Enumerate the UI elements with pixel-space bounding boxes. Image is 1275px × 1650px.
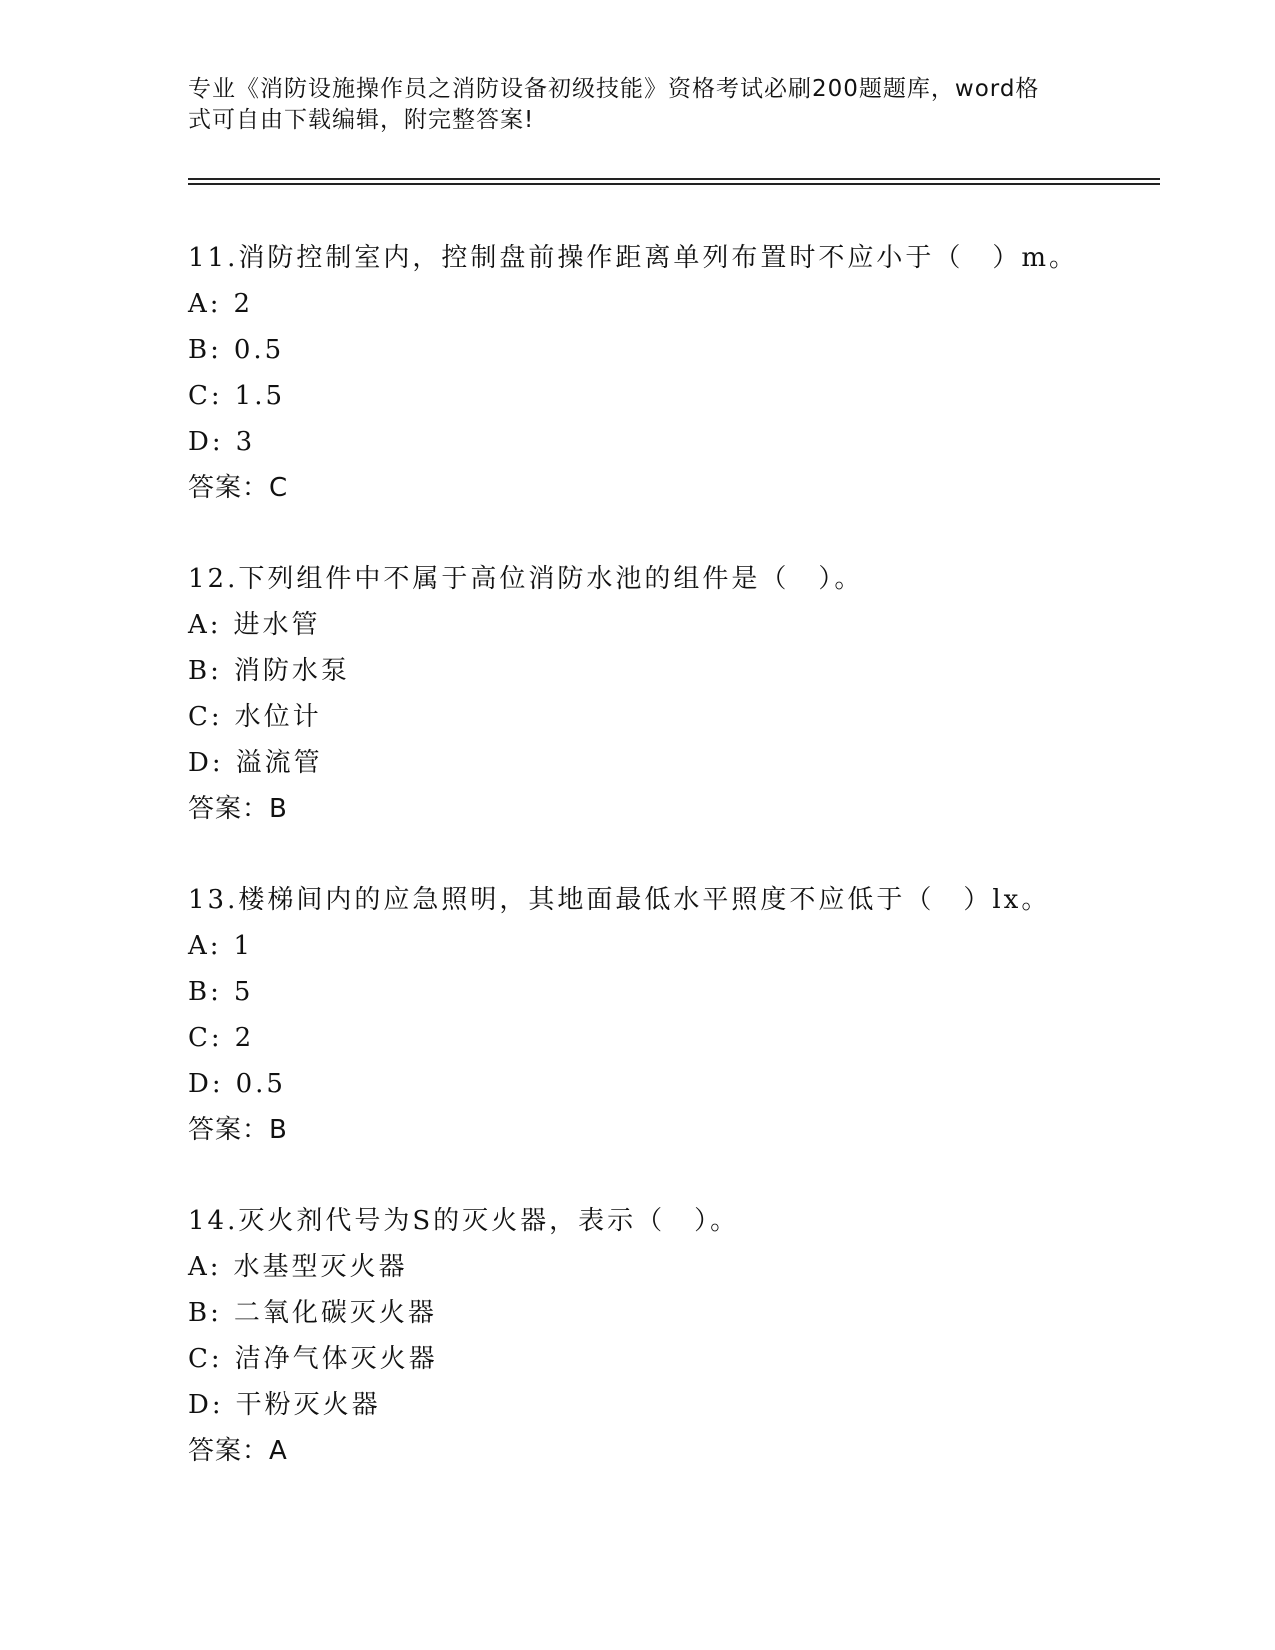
option-key: B: [188, 977, 222, 1007]
question-12 [188, 556, 1168, 832]
option-d [188, 419, 1168, 465]
option-text: 5 [233, 977, 254, 1007]
option-key: C: [188, 1344, 223, 1374]
option-b [188, 1290, 1168, 1336]
option-key: D: [188, 748, 224, 778]
option-text: 洁净气体灭火器 [234, 1344, 438, 1374]
header-line-1: 专业《消防设施操作员之消防设备初级技能》资格考试必刷200题题库，word格 [188, 76, 1040, 102]
option-text: 0.5 [235, 1069, 286, 1099]
question-stem: 14.灭火剂代号为S的灭火器，表示（ ）。 [188, 1206, 740, 1236]
option-text: 消防水泵 [233, 656, 350, 686]
option-d [188, 740, 1168, 786]
option-a [188, 281, 1168, 327]
option-text: 2 [234, 1023, 255, 1053]
option-text: 水基型灭火器 [233, 1252, 408, 1282]
question-stem: 12.下列组件中不属于高位消防水池的组件是（ ）。 [188, 564, 864, 594]
answer-line: 答案：B [188, 794, 288, 824]
question-14 [188, 1198, 1168, 1474]
option-text: 溢流管 [235, 748, 323, 778]
header-line-2: 式可自由下载编辑，附完整答案! [188, 107, 535, 133]
option-text: 0.5 [233, 335, 285, 365]
answer-line: 答案：B [188, 1115, 288, 1145]
question-11 [188, 235, 1168, 511]
option-key: A: [188, 289, 222, 319]
option-key: B: [188, 656, 222, 686]
option-d [188, 1061, 1168, 1107]
document-header [188, 74, 1088, 136]
option-key: C: [188, 381, 223, 411]
option-key: B: [188, 335, 222, 365]
question-stem: 11.消防控制室内，控制盘前操作距离单列布置时不应小于（ ）m。 [188, 243, 1079, 273]
header-divider-top [188, 178, 1160, 180]
option-text: 3 [235, 427, 256, 457]
option-key: C: [188, 1023, 223, 1053]
option-key: B: [188, 1298, 222, 1328]
option-key: A: [188, 931, 222, 961]
option-a [188, 923, 1168, 969]
option-d [188, 1382, 1168, 1428]
answer-line: 答案：C [188, 473, 289, 503]
question-13 [188, 877, 1168, 1153]
option-c [188, 373, 1168, 419]
option-text: 2 [233, 289, 254, 319]
option-b [188, 969, 1168, 1015]
option-a [188, 1244, 1168, 1290]
option-key: A: [188, 610, 222, 640]
option-text: 1.5 [234, 381, 286, 411]
option-text: 二氧化碳灭火器 [233, 1298, 437, 1328]
option-key: D: [188, 427, 224, 457]
question-stem: 13.楼梯间内的应急照明，其地面最低水平照度不应低于（ ）lx。 [188, 885, 1051, 915]
option-key: A: [188, 1252, 222, 1282]
option-text: 1 [233, 931, 254, 961]
option-key: C: [188, 702, 223, 732]
option-text: 水位计 [234, 702, 322, 732]
option-c [188, 694, 1168, 740]
option-b [188, 327, 1168, 373]
option-c [188, 1336, 1168, 1382]
header-divider-bottom [188, 183, 1160, 185]
option-key: D: [188, 1390, 224, 1420]
option-key: D: [188, 1069, 224, 1099]
option-a [188, 602, 1168, 648]
option-c [188, 1015, 1168, 1061]
option-text: 进水管 [233, 610, 321, 640]
option-b [188, 648, 1168, 694]
answer-line: 答案：A [188, 1436, 288, 1466]
option-text: 干粉灭火器 [235, 1390, 381, 1420]
